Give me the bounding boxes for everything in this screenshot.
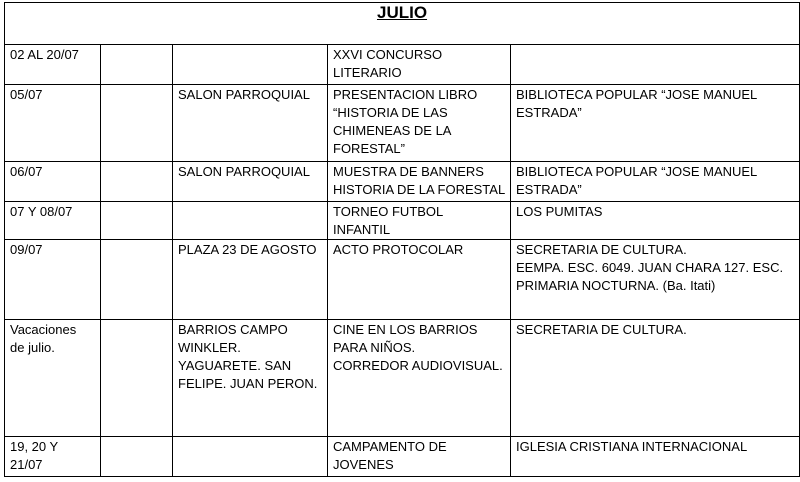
place-cell bbox=[173, 85, 328, 162]
place-cell bbox=[173, 320, 328, 437]
activity-cell bbox=[328, 437, 511, 477]
activity-cell bbox=[328, 45, 511, 85]
organizer-cell bbox=[511, 320, 800, 437]
activity-cell bbox=[328, 162, 511, 202]
empty-cell bbox=[101, 320, 173, 437]
table-row bbox=[5, 45, 800, 85]
organizer-text: IGLESIA CRISTIANA INTERNACIONAL bbox=[516, 439, 748, 454]
empty-cell bbox=[101, 45, 173, 85]
date-cell bbox=[5, 437, 101, 477]
date-cell bbox=[5, 320, 101, 437]
date-cell bbox=[5, 85, 101, 162]
place-text: PLAZA 23 DE AGOSTO bbox=[178, 242, 317, 257]
place-text: BARRIOS CAMPO bbox=[178, 322, 288, 337]
organizer-cell bbox=[511, 437, 800, 477]
activity-text: FORESTAL” bbox=[333, 141, 405, 156]
empty-cell bbox=[101, 85, 173, 162]
activity-cell bbox=[328, 240, 511, 320]
activity-cell bbox=[328, 320, 511, 437]
organizer-cell bbox=[511, 45, 800, 85]
activity-text: CHIMENEAS DE LA bbox=[333, 123, 452, 138]
activity-text: TORNEO FUTBOL bbox=[333, 204, 444, 219]
organizer-cell bbox=[511, 85, 800, 162]
schedule-document bbox=[4, 2, 800, 477]
place-cell bbox=[173, 162, 328, 202]
activity-cell bbox=[328, 85, 511, 162]
organizer-cell bbox=[511, 162, 800, 202]
date-cell bbox=[5, 162, 101, 202]
date-cell bbox=[5, 45, 101, 85]
table-row bbox=[5, 162, 800, 202]
table-row bbox=[5, 320, 800, 437]
date-cell bbox=[5, 240, 101, 320]
date-text: 02 AL 20/07 bbox=[10, 47, 79, 62]
organizer-text: SECRETARIA DE CULTURA. bbox=[516, 242, 687, 257]
organizer-text: BIBLIOTECA POPULAR “JOSE MANUEL bbox=[516, 164, 758, 179]
activity-text: PRESENTACION LIBRO bbox=[333, 87, 478, 102]
empty-cell bbox=[101, 162, 173, 202]
activity-text: INFANTIL bbox=[333, 222, 391, 237]
title-row bbox=[5, 3, 800, 45]
place-cell bbox=[173, 202, 328, 240]
table-row bbox=[5, 85, 800, 162]
date-text: 07 Y 08/07 bbox=[10, 204, 73, 219]
place-cell bbox=[173, 437, 328, 477]
activity-text: MUESTRA DE BANNERS bbox=[333, 164, 484, 179]
place-text: WINKLER. bbox=[178, 340, 241, 355]
place-text: SALON PARROQUIAL bbox=[178, 164, 310, 179]
date-cell bbox=[5, 202, 101, 240]
organizer-text: EEMPA. ESC. 6049. JUAN CHARA 127. ESC. bbox=[516, 260, 784, 275]
table-row bbox=[5, 202, 800, 240]
activity-text: CINE EN LOS BARRIOS bbox=[333, 322, 478, 337]
activity-text: CORREDOR AUDIOVISUAL. bbox=[333, 358, 503, 373]
place-text: SALON PARROQUIAL bbox=[178, 87, 310, 102]
date-text: 21/07 bbox=[10, 457, 43, 472]
page-title: JULIO bbox=[376, 3, 428, 22]
schedule-table bbox=[4, 2, 800, 477]
activity-text: ACTO PROTOCOLAR bbox=[333, 242, 464, 257]
activity-text: PARA NIÑOS. bbox=[333, 340, 416, 355]
date-text: Vacaciones bbox=[10, 322, 77, 337]
organizer-cell bbox=[511, 202, 800, 240]
organizer-text: LOS PUMITAS bbox=[516, 204, 603, 219]
organizer-text: ESTRADA” bbox=[516, 105, 582, 120]
table-row bbox=[5, 240, 800, 320]
activity-text: HISTORIA DE LA FORESTAL bbox=[333, 182, 506, 197]
title-cell bbox=[5, 3, 800, 45]
activity-text: XXVI CONCURSO bbox=[333, 47, 443, 62]
place-cell bbox=[173, 45, 328, 85]
date-text: 05/07 bbox=[10, 87, 43, 102]
organizer-cell bbox=[511, 240, 800, 320]
empty-cell bbox=[101, 202, 173, 240]
activity-text: CAMPAMENTO DE bbox=[333, 439, 447, 454]
organizer-text: SECRETARIA DE CULTURA. bbox=[516, 322, 687, 337]
date-text: 19, 20 Y bbox=[10, 439, 59, 454]
activity-text: JOVENES bbox=[333, 457, 394, 472]
date-text: 09/07 bbox=[10, 242, 43, 257]
activity-text: LITERARIO bbox=[333, 65, 402, 80]
activity-text: “HISTORIA DE LAS bbox=[333, 105, 448, 120]
empty-cell bbox=[101, 240, 173, 320]
activity-cell bbox=[328, 202, 511, 240]
date-text: de julio. bbox=[10, 340, 55, 355]
place-text: FELIPE. JUAN PERON. bbox=[178, 376, 318, 391]
organizer-text: ESTRADA” bbox=[516, 182, 582, 197]
organizer-text: PRIMARIA NOCTURNA. (Ba. Itati) bbox=[516, 278, 716, 293]
empty-cell bbox=[101, 437, 173, 477]
organizer-text: BIBLIOTECA POPULAR “JOSE MANUEL bbox=[516, 87, 758, 102]
place-cell bbox=[173, 240, 328, 320]
table-row bbox=[5, 437, 800, 477]
date-text: 06/07 bbox=[10, 164, 43, 179]
place-text: YAGUARETE. SAN bbox=[178, 358, 292, 373]
